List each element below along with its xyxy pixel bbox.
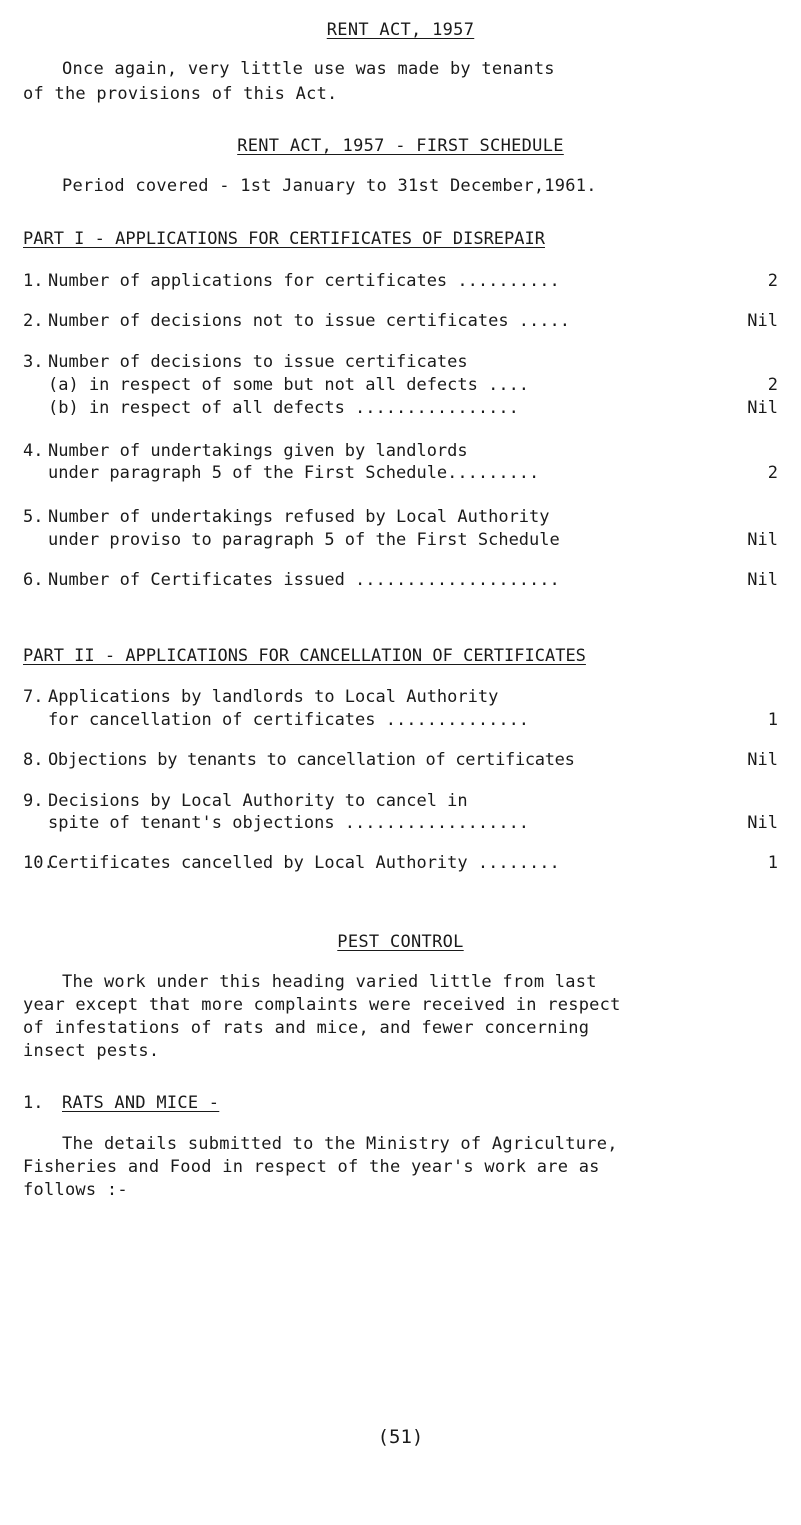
item-number: 7. [23, 687, 44, 707]
pest-control-text-line-3: of infestations of rats and mice, and fewer concerning [23, 1018, 590, 1038]
item-number: 1. [23, 271, 44, 291]
rent-act-heading: RENT ACT, 1957 [326, 20, 475, 40]
item-subtext: (b) in respect of all defects ................ [48, 398, 519, 418]
item-number: 3. [23, 352, 44, 372]
rent-act-text-line-2: of the provisions of this Act. [23, 84, 338, 104]
item-number: 6. [23, 570, 44, 590]
item-value: 2 [767, 271, 778, 291]
item-value: 2 [767, 375, 778, 395]
item-text: Number of Certificates issued .................... [48, 570, 560, 590]
item-text: Number of decisions not to issue certificates ..... [48, 311, 570, 331]
details-text-line-2: Fisheries and Food in respect of the year's work are as [23, 1157, 600, 1177]
item-subtext: for cancellation of certificates .............. [48, 710, 530, 730]
item-number: 8. [23, 750, 44, 770]
item-number: 9. [23, 791, 44, 811]
item-text: Number of applications for certificates .......... [48, 271, 560, 291]
item-value: Nil [747, 530, 778, 550]
rats-and-mice-subheading [62, 1093, 219, 1113]
first-schedule-heading: RENT ACT, 1957 - FIRST SCHEDULE [237, 136, 564, 156]
part-2-heading: PART II - APPLICATIONS FOR CANCELLATION OF CERTIFICATES [23, 646, 586, 666]
item-text: Certificates cancelled by Local Authority ........ [48, 853, 560, 873]
item-subtext: under proviso to paragraph 5 of the First Schedule [48, 530, 560, 550]
page-number: (51) [377, 1426, 424, 1448]
item-text: Applications by landlords to Local Authority [48, 687, 499, 707]
item-number: 2. [23, 311, 44, 331]
pest-control-text-line-2: year except that more complaints were received in respect [23, 995, 621, 1015]
item-text: Decisions by Local Authority to cancel in [48, 791, 468, 811]
pest-control-text-line-4: insect pests. [23, 1041, 160, 1061]
item-value: Nil [747, 311, 778, 331]
subheading-number: 1. [23, 1093, 44, 1113]
item-number: 5. [23, 507, 44, 527]
part-1-heading: PART I - APPLICATIONS FOR CERTIFICATES OF DISREPAIR [23, 229, 545, 249]
details-text-line-3: follows :- [23, 1180, 128, 1200]
item-subtext: (a) in respect of some but not all defects .... [48, 375, 530, 395]
rent-act-text-line-1: Once again, very little use was made by tenants [62, 59, 555, 79]
item-number: 4. [23, 441, 44, 461]
item-value: 1 [767, 710, 778, 730]
period-covered: Period covered - 1st January to 31st December,1961. [62, 176, 597, 196]
item-text: Number of undertakings given by landlords [48, 441, 468, 461]
item-subtext: spite of tenant's objections .................. [48, 813, 530, 833]
item-value: Nil [747, 570, 778, 590]
item-value: Nil [747, 750, 778, 770]
item-value: Nil [747, 398, 778, 418]
pest-control-heading: PEST CONTROL [337, 932, 464, 952]
item-text: Number of undertakings refused by Local Authority [48, 507, 550, 527]
item-text: Objections by tenants to cancellation of certificates [48, 750, 575, 770]
rats-and-mice-label: RATS AND MICE - [62, 1093, 220, 1113]
item-text: Number of decisions to issue certificates [48, 352, 468, 372]
item-value: 1 [767, 853, 778, 873]
details-text-line-1: The details submitted to the Ministry of Agriculture, [62, 1134, 618, 1154]
pest-control-text-line-1: The work under this heading varied little from last [62, 972, 597, 992]
item-number: 10. [23, 853, 54, 873]
item-value: Nil [747, 813, 778, 833]
item-value: 2 [767, 463, 778, 483]
item-subtext: under paragraph 5 of the First Schedule......... [48, 463, 540, 483]
